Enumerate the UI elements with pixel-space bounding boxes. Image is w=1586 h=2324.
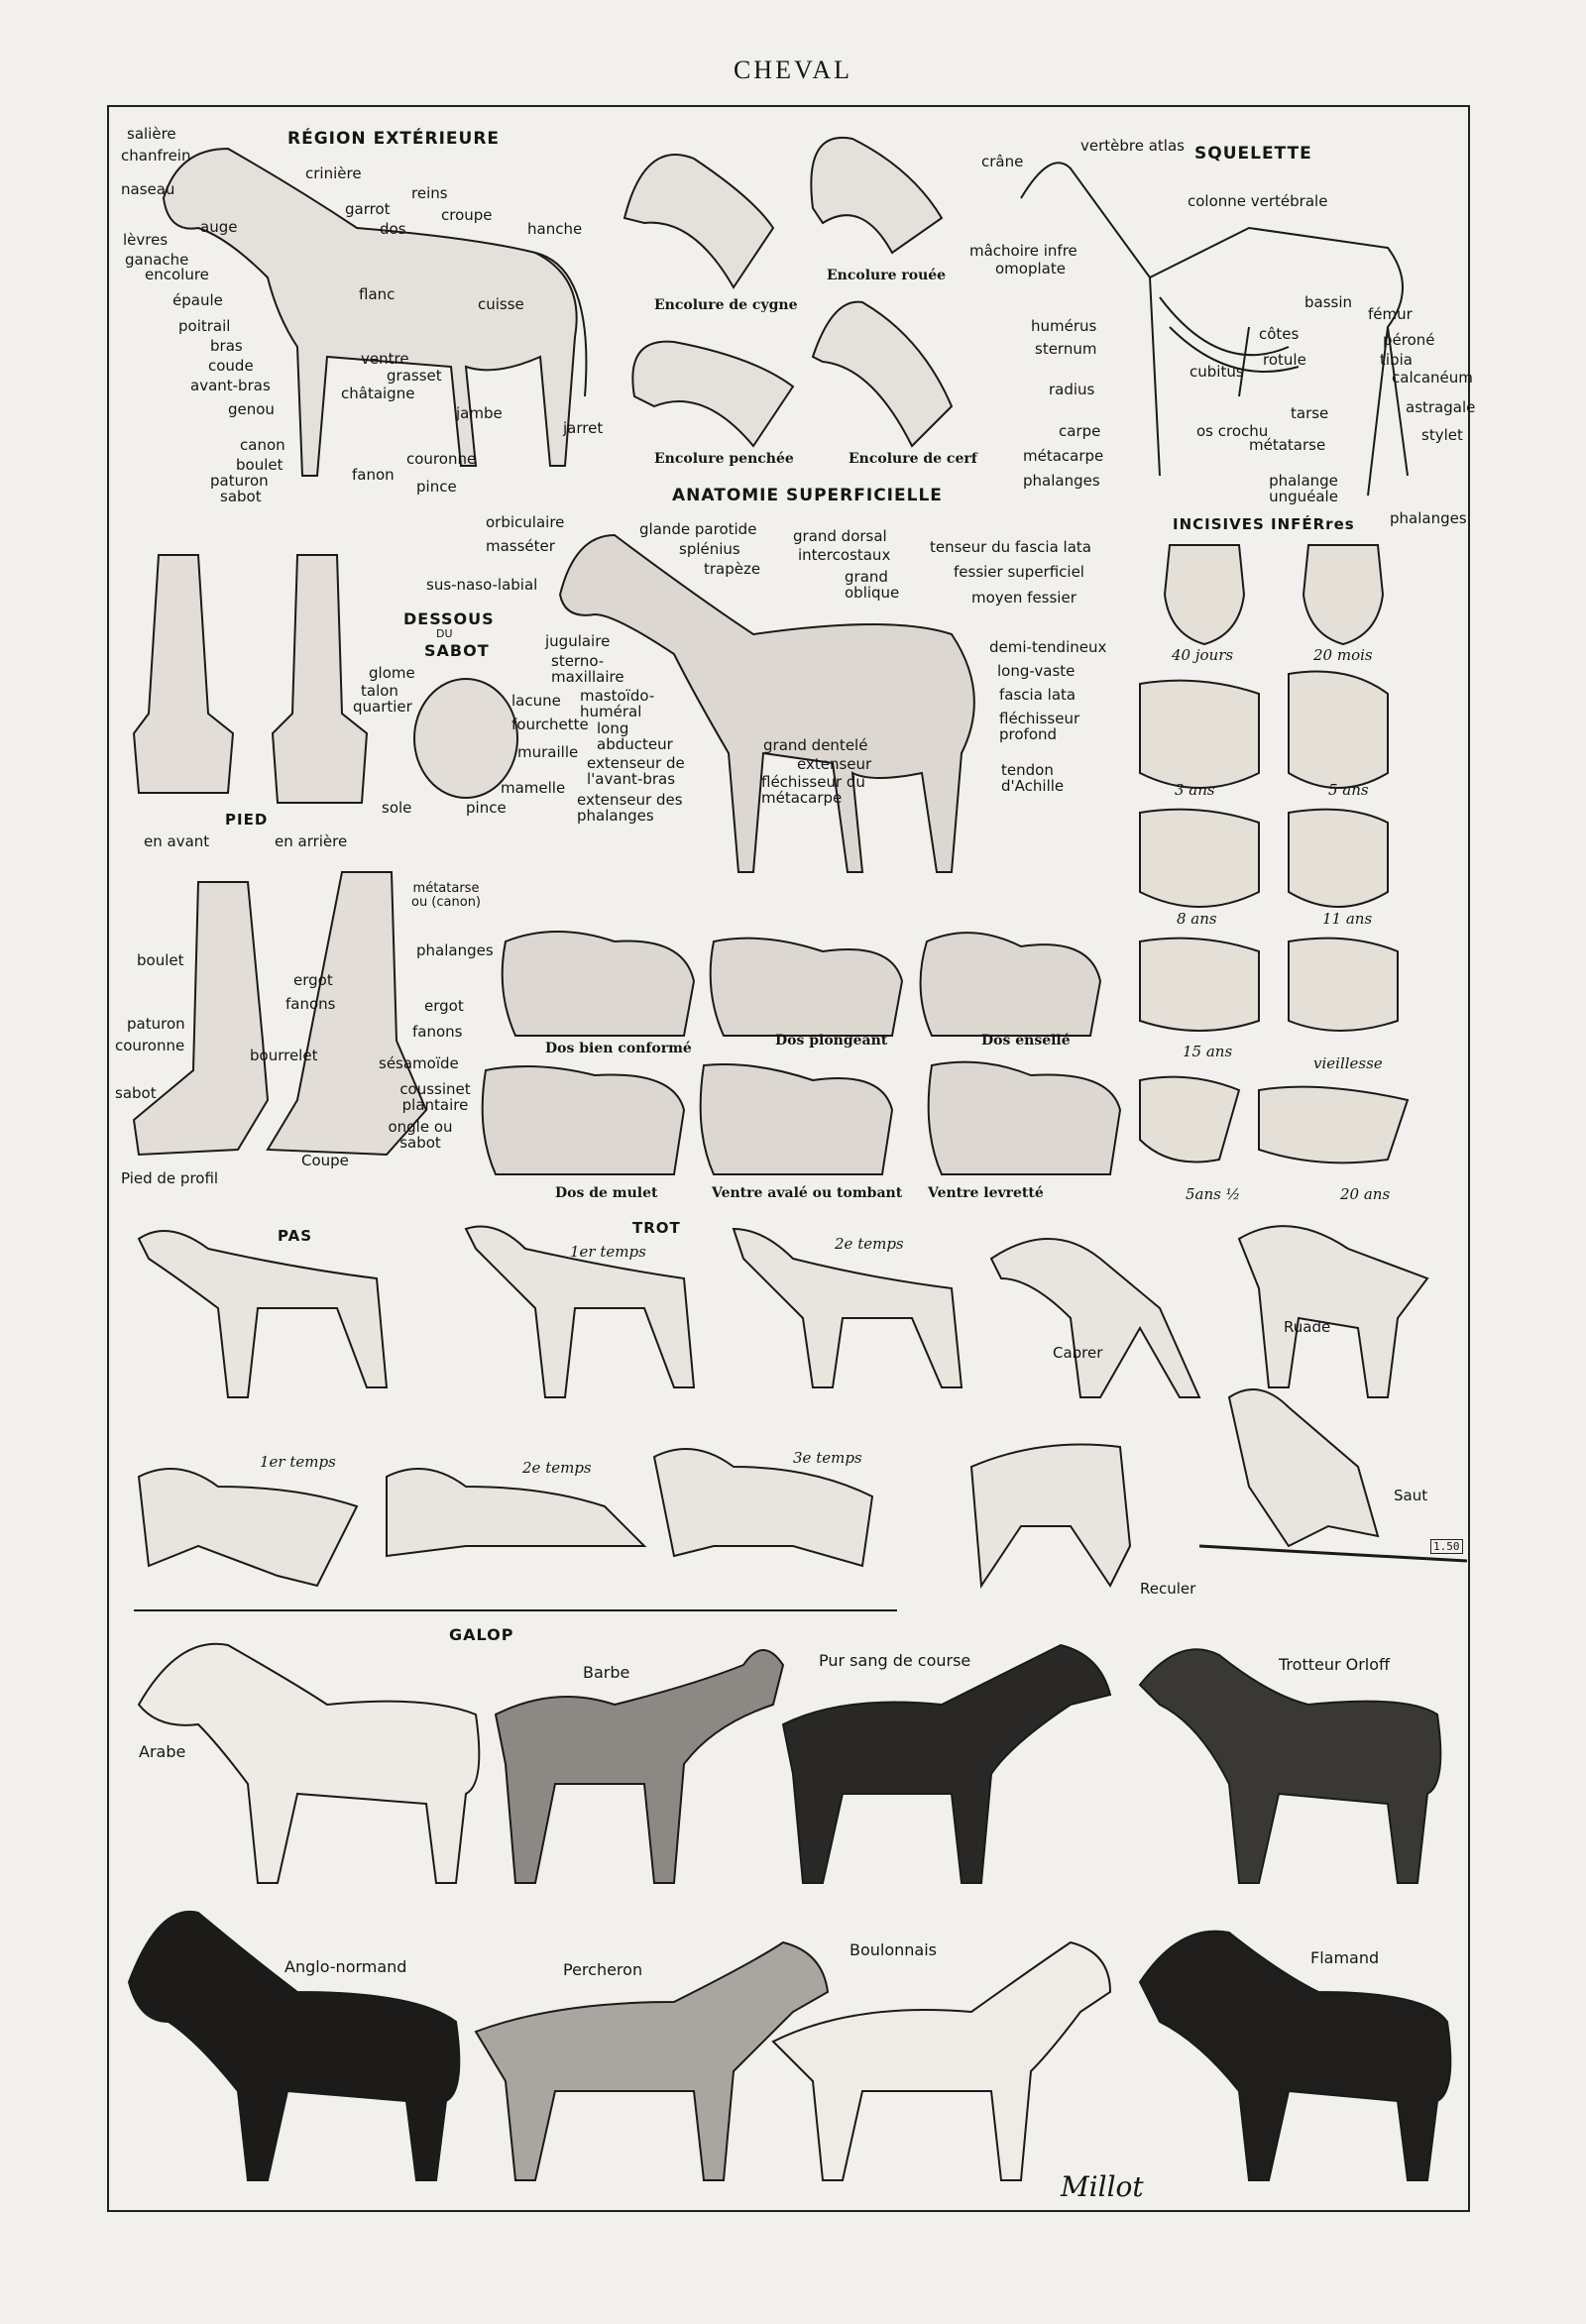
caption-dos-plongeant: Dos plongeant [775, 1033, 888, 1049]
label-ganache: ganache [125, 251, 189, 269]
label-perone: péroné [1383, 331, 1435, 349]
label-ergot-profil: ergot [293, 971, 333, 989]
label-tarse: tarse [1291, 404, 1329, 422]
label-astragale: astragale [1406, 398, 1476, 416]
label-couronne-profil: couronne [115, 1037, 185, 1054]
label-os-crochu: os crochu [1196, 422, 1269, 440]
label-boulet-profil: boulet [137, 951, 184, 969]
age-5-ans-demi: 5ans ½ [1186, 1185, 1241, 1203]
label-phalanges-2: phalanges [1390, 509, 1467, 527]
label-splenius: splénius [679, 540, 740, 558]
section-anatomie: ANATOMIE SUPERFICIELLE [672, 486, 943, 505]
age-15-ans: 15 ans [1183, 1043, 1233, 1060]
label-grasset: grasset [387, 367, 442, 385]
label-grand-dentele: grand dentelé [763, 736, 868, 754]
label-fessier-superficiel: fessier superficiel [954, 563, 1084, 581]
label-avant-bras: avant-bras [190, 377, 271, 394]
label-fourchette: fourchette [511, 716, 589, 733]
label-grand-dorsal: grand dorsal [793, 527, 887, 545]
label-humerus: humérus [1031, 317, 1097, 335]
breed-percheron: Percheron [563, 1960, 643, 1979]
age-8-ans: 8 ans [1177, 910, 1217, 928]
label-orbiculaire: orbiculaire [486, 513, 565, 531]
gait-galop-3: 3e temps [793, 1449, 862, 1467]
label-radius: radius [1049, 381, 1095, 398]
breed-pur-sang: Pur sang de course [819, 1651, 971, 1670]
breed-boulonnais: Boulonnais [850, 1940, 938, 1959]
gait-trot-1: 1er temps [570, 1243, 646, 1261]
label-extenseur: extenseur [797, 755, 872, 773]
label-genou: genou [228, 400, 275, 418]
label-demi-tendineux: demi-tendineux [989, 638, 1107, 656]
label-cuisse: cuisse [478, 295, 524, 313]
label-chataigne: châtaigne [341, 385, 415, 402]
breed-arabe: Arabe [139, 1742, 186, 1761]
age-11-ans: 11 ans [1322, 910, 1373, 928]
label-paturon: paturon [210, 472, 269, 490]
label-hanche: hanche [527, 220, 583, 238]
age-40-jours: 40 jours [1172, 646, 1234, 664]
label-coude: coude [208, 357, 254, 375]
label-bourrelet: bourrelet [250, 1047, 318, 1064]
caption-en-arriere: en arrière [275, 832, 348, 850]
label-phalange-ungueale: phalange unguéale [1269, 472, 1338, 505]
label-vertebre-atlas: vertèbre atlas [1080, 137, 1185, 155]
label-saliere: salière [127, 125, 176, 143]
label-sterno-maxillaire: sterno-maxillaire [551, 652, 624, 686]
label-flechisseur-metacarpe: fléchisseur du métacarpe [761, 773, 865, 807]
label-reins: reins [411, 184, 448, 202]
label-long-vaste: long-vaste [997, 662, 1076, 680]
caption-encolure-rouee: Encolure rouée [827, 268, 947, 283]
section-squelette: SQUELETTE [1194, 144, 1312, 164]
label-sabot: sabot [220, 488, 262, 505]
label-chanfrein: chanfrein [121, 147, 191, 165]
label-phalanges-coupe: phalanges [416, 941, 494, 959]
label-metatarse: métatarse [1249, 436, 1326, 454]
label-fanons-profil: fanons [285, 995, 336, 1013]
label-intercostaux: intercostaux [798, 546, 891, 564]
caption-coupe: Coupe [301, 1152, 349, 1169]
label-trapeze: trapèze [704, 560, 761, 578]
section-trot: TROT [632, 1219, 681, 1237]
section-dessous-du: DU [436, 627, 453, 640]
breeds-row2-drawing [129, 1912, 1450, 2180]
label-omoplate: omoplate [995, 260, 1066, 277]
section-dessous: DESSOUS [403, 609, 495, 628]
label-bras: bras [210, 337, 243, 355]
label-paturon-profil: paturon [127, 1015, 185, 1033]
label-canon: canon [240, 436, 285, 454]
label-grand-oblique: grand oblique [845, 568, 900, 602]
label-mastoido-humeral: mastoïdo-huméral [580, 687, 655, 720]
breed-barbe: Barbe [583, 1663, 630, 1682]
label-naseau: naseau [121, 180, 175, 198]
label-flechisseur-profond: fléchisseur profond [999, 710, 1080, 743]
breeds-row1-drawing [139, 1644, 1440, 1883]
label-criniere: crinière [305, 165, 362, 182]
label-rotule: rotule [1263, 351, 1306, 369]
label-fanons-coupe: fanons [412, 1023, 463, 1041]
label-cubitus: cubitus [1190, 363, 1244, 381]
label-extenseur-avant-bras: extenseur de l'avant-bras [587, 754, 685, 788]
caption-dos-enselle: Dos ensellé [981, 1033, 1071, 1049]
age-3-ans: 3 ans [1175, 781, 1215, 799]
label-crane: crâne [981, 153, 1024, 170]
label-machoire: mâchoire infre [969, 242, 1077, 260]
age-vieillesse: vieillesse [1313, 1054, 1383, 1072]
label-quartier: quartier [353, 698, 412, 716]
label-pince-sabot: pince [466, 799, 507, 817]
label-ventre: ventre [361, 350, 409, 368]
section-sabot: SABOT [424, 641, 490, 660]
label-jugulaire: jugulaire [545, 632, 611, 650]
label-metacarpe: métacarpe [1023, 447, 1104, 465]
breed-flamand: Flamand [1310, 1948, 1380, 1967]
artist-signature: Millot [1061, 2170, 1144, 2203]
neck-heads-drawing [624, 138, 952, 446]
page-title: CHEVAL [733, 55, 853, 84]
label-poitrail: poitrail [178, 317, 231, 335]
label-cotes: côtes [1259, 325, 1300, 343]
label-fanon: fanon [352, 466, 395, 484]
label-muraille: muraille [517, 743, 579, 761]
section-pied: PIED [225, 811, 269, 829]
label-sole: sole [382, 799, 412, 817]
label-femur: fémur [1368, 305, 1413, 323]
label-moyen-fessier: moyen fessier [971, 589, 1076, 607]
label-ongle-sabot: ongle ou sabot [388, 1118, 453, 1152]
label-bassin: bassin [1304, 293, 1353, 311]
label-calcaneum: calcanéum [1392, 369, 1473, 387]
label-pince: pince [416, 478, 457, 496]
gait-trot-2: 2e temps [835, 1235, 904, 1253]
section-incisives: INCISIVES INFÉRres [1173, 515, 1355, 533]
label-colonne-vertebrale: colonne vertébrale [1188, 192, 1328, 210]
label-encolure: encolure [145, 266, 209, 283]
section-galop: GALOP [449, 1625, 514, 1644]
label-mamelle: mamelle [501, 779, 566, 797]
age-20-ans: 20 ans [1340, 1185, 1391, 1203]
label-garrot: garrot [345, 200, 391, 218]
label-fascia-lata: fascia lata [999, 686, 1076, 704]
label-tendon-achille: tendon d'Achille [1001, 761, 1065, 795]
caption-encolure-cerf: Encolure de cerf [849, 451, 977, 467]
label-levres: lèvres [123, 231, 169, 249]
label-ruade: Ruade [1284, 1318, 1331, 1336]
label-sesamoide: sésamoïde [379, 1054, 459, 1072]
label-metatarse-canon: métatarse ou (canon) [410, 881, 481, 910]
label-dos: dos [380, 220, 406, 238]
label-sus-naso-labial: sus-naso-labial [426, 576, 538, 594]
caption-dos-bien-conforme: Dos bien conformé [545, 1041, 692, 1056]
label-ergot-coupe: ergot [424, 997, 464, 1015]
label-masseter: masséter [486, 537, 555, 555]
label-croupe: croupe [441, 206, 493, 224]
label-coussinet-plantaire: coussinet plantaire [399, 1080, 471, 1114]
label-long-abducteur: long abducteur [597, 719, 673, 753]
label-flanc: flanc [359, 285, 396, 303]
label-epaule: épaule [172, 291, 223, 309]
jump-scale-marker: 1.50 [1430, 1539, 1463, 1554]
breed-trotteur-orloff: Trotteur Orloff [1279, 1655, 1391, 1674]
gait-galop-1: 1er temps [260, 1453, 336, 1471]
label-cabrer: Cabrer [1053, 1344, 1103, 1362]
label-talon: talon [361, 682, 398, 700]
label-lacune: lacune [511, 692, 561, 710]
breed-anglo-normand: Anglo-normand [284, 1957, 407, 1976]
label-tibia: tibia [1380, 351, 1413, 369]
label-reculer: Reculer [1140, 1580, 1196, 1598]
label-extenseur-phalanges: extenseur des phalanges [577, 791, 683, 825]
label-glome: glome [369, 664, 415, 682]
caption-ventre-avale: Ventre avalé ou tombant [712, 1185, 903, 1201]
gaits-drawing [139, 1226, 1427, 1586]
label-jambe: jambe [456, 404, 503, 422]
section-pas: PAS [278, 1227, 313, 1245]
label-phalanges-1: phalanges [1023, 472, 1100, 490]
label-tenseur-fascia-lata: tenseur du fascia lata [930, 538, 1091, 556]
caption-en-avant: en avant [144, 832, 210, 850]
age-5-ans: 5 ans [1328, 781, 1369, 799]
caption-dos-de-mulet: Dos de mulet [555, 1185, 658, 1201]
label-jarret: jarret [563, 419, 604, 437]
label-auge: auge [200, 218, 238, 236]
section-region-exterieure: RÉGION EXTÉRIEURE [287, 129, 501, 149]
caption-ventre-levrette: Ventre levretté [928, 1185, 1044, 1201]
label-couronne: couronne [406, 450, 477, 468]
label-stylet: stylet [1421, 426, 1463, 444]
gait-galop-2: 2e temps [522, 1459, 592, 1477]
caption-encolure-cygne: Encolure de cygne [654, 297, 798, 313]
caption-encolure-penchee: Encolure penchée [654, 451, 794, 467]
label-carpe: carpe [1059, 422, 1101, 440]
label-boulet: boulet [236, 456, 283, 474]
caption-pied-profil: Pied de profil [121, 1169, 219, 1187]
label-sternum: sternum [1035, 340, 1097, 358]
age-20-mois: 20 mois [1313, 646, 1373, 664]
label-sabot-profil: sabot [115, 1084, 157, 1102]
label-saut: Saut [1394, 1487, 1428, 1504]
label-glande-parotide: glande parotide [639, 520, 757, 538]
